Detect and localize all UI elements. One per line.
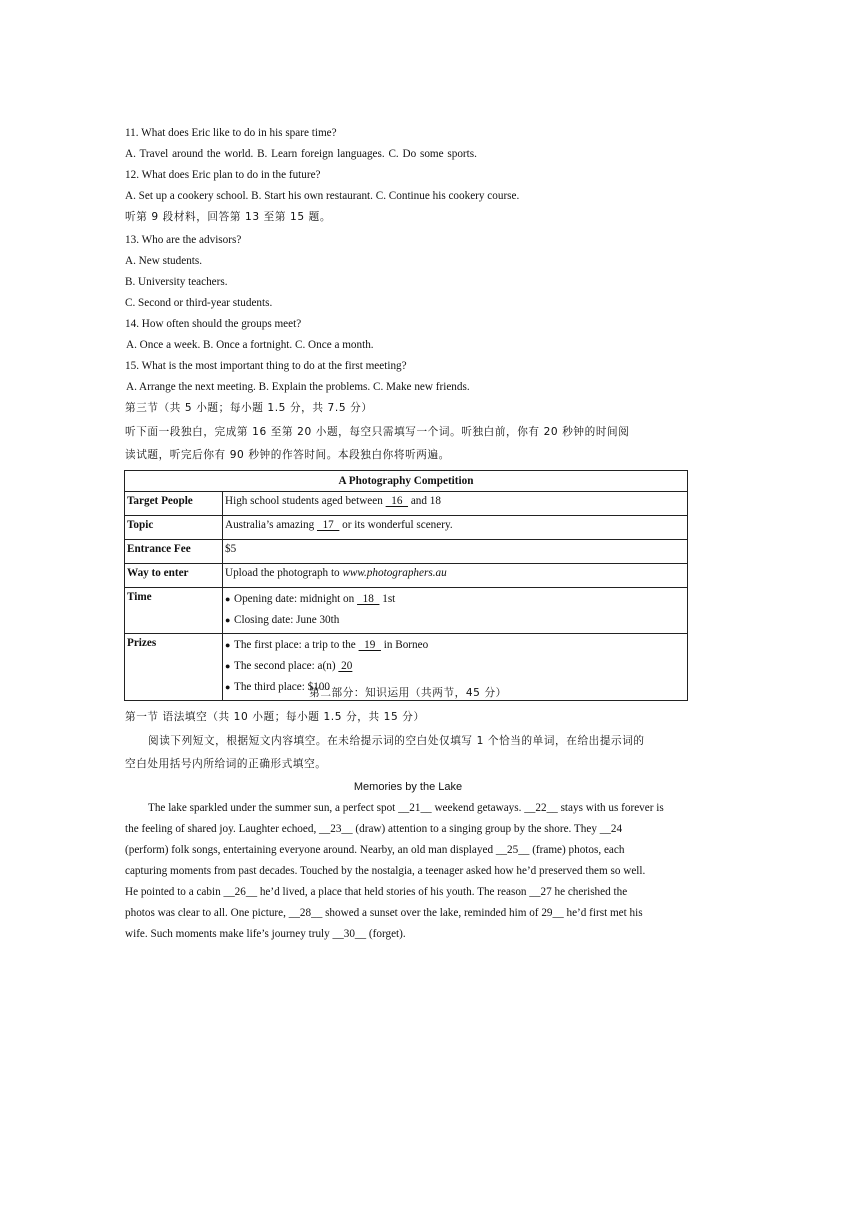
blank-18: 18 — [357, 593, 380, 605]
row-label-time: Time — [125, 588, 223, 634]
grammar-instruction-2: 空白处用括号内所给词的正确形式填空。 — [125, 758, 327, 770]
passage-line: (perform) folk songs, entertaining everyone around. Nearby, an old man displayed __25__ (frame) photos, each — [125, 844, 625, 856]
blank-16: 16 — [385, 495, 409, 507]
passage-line: wife. Such moments make life’s journey truly __30__ (forget). — [125, 928, 406, 940]
bullet-icon: ● — [225, 640, 231, 650]
passage-line: capturing moments from past decades. Touched by the nostalgia, a teenager asked how he’d preserved them so well. — [125, 865, 646, 877]
blank-19: 19 — [358, 639, 381, 651]
row-value-way: Upload the photograph to www.photographers.au — [223, 564, 688, 588]
bullet-icon: ● — [225, 682, 231, 692]
row-label-topic: Topic — [125, 516, 223, 540]
question-12: 12. What does Eric plan to do in the future? — [125, 169, 321, 181]
passage-line: He pointed to a cabin __26__ he’d lived, a place that held stories of his youth. The reason __27 he cherished the — [125, 886, 628, 898]
grammar-instruction-1: 阅读下列短文，根据短文内容填空。在未给提示词的空白处仅填写 1 个恰当的单词，在给出提示词的 — [148, 735, 645, 747]
row-label-target: Target People — [125, 492, 223, 516]
question-13-option-b: B. University teachers. — [125, 276, 228, 288]
row-value-prizes: ● The first place: a trip to the 19 in Borneo ● The second place: a(n) 20 ● The third place: $100 — [223, 634, 688, 701]
row-value-fee: $5 — [223, 540, 688, 564]
question-14: 14. How often should the groups meet? — [125, 318, 302, 330]
passage-line: The lake sparkled under the summer sun, a perfect spot __21__ weekend getaways. __22__ stays with us forever is — [148, 802, 664, 814]
passage-line: the feeling of shared joy. Laughter echoed, __23__ (draw) attention to a singing group by the shore. They __24 — [125, 823, 623, 835]
question-15-options: A. Arrange the next meeting. B. Explain the problems. C. Make new friends. — [126, 381, 470, 393]
row-label-way: Way to enter — [125, 564, 223, 588]
question-13-option-c: C. Second or third-year students. — [125, 297, 273, 309]
grammar-header: 第一节 语法填空（共 10 小题；每小题 1.5 分，共 15 分） — [125, 711, 425, 723]
question-13-option-a: A. New students. — [125, 255, 203, 267]
bullet-icon: ● — [225, 594, 231, 604]
bullet-icon: ● — [225, 615, 231, 625]
passage-line: photos was clear to all. One picture, __28__ showed a sunset over the lake, reminded him of 29__ he’d first met his — [125, 907, 643, 919]
table-title: A Photography Competition — [125, 471, 688, 492]
blank-17: 17 — [316, 519, 340, 531]
passage-title: Memories by the Lake — [353, 781, 463, 793]
blank-20: 20 — [338, 660, 353, 672]
question-15: 15. What is the most important thing to do at the first meeting? — [125, 360, 407, 372]
row-label-fee: Entrance Fee — [125, 540, 223, 564]
question-13: 13. Who are the advisors? — [125, 234, 242, 246]
row-value-time: ● Opening date: midnight on 18 1st ● Closing date: June 30th — [223, 588, 688, 634]
question-11: 11. What does Eric like to do in his spare time? — [125, 127, 337, 139]
part2-header: 第二部分：知识运用（共两节，45 分） — [309, 687, 507, 699]
row-value-topic: Australia’s amazing 17 or its wonderful scenery. — [223, 516, 688, 540]
question-12-options: A. Set up a cookery school. B. Start his own restaurant. C. Continue his cookery course. — [125, 190, 520, 202]
question-11-options: A. Travel around the world. B. Learn foreign languages. C. Do some sports. — [125, 148, 477, 160]
bullet-icon: ● — [225, 661, 231, 671]
row-label-prizes: Prizes — [125, 634, 223, 701]
section9-intro: 听第 9 段材料，回答第 13 至第 15 题。 — [125, 211, 332, 223]
upload-url: www.photographers.au — [342, 567, 447, 579]
part3-instruction-1: 听下面一段独白，完成第 16 至第 20 小题，每空只需填写一个词。听独白前，你有 20 秒钟的时间阅 — [125, 426, 630, 438]
row-value-target: High school students aged between 16 and 18 — [223, 492, 688, 516]
competition-table — [124, 470, 688, 701]
part3-header: 第三节（共 5 小题；每小题 1.5 分，共 7.5 分） — [125, 402, 373, 414]
question-14-options: A. Once a week. B. Once a fortnight. C. Once a month. — [126, 339, 374, 351]
part3-instruction-2: 读试题，听完后你有 90 秒钟的作答时间。本段独白你将听两遍。 — [125, 449, 450, 461]
